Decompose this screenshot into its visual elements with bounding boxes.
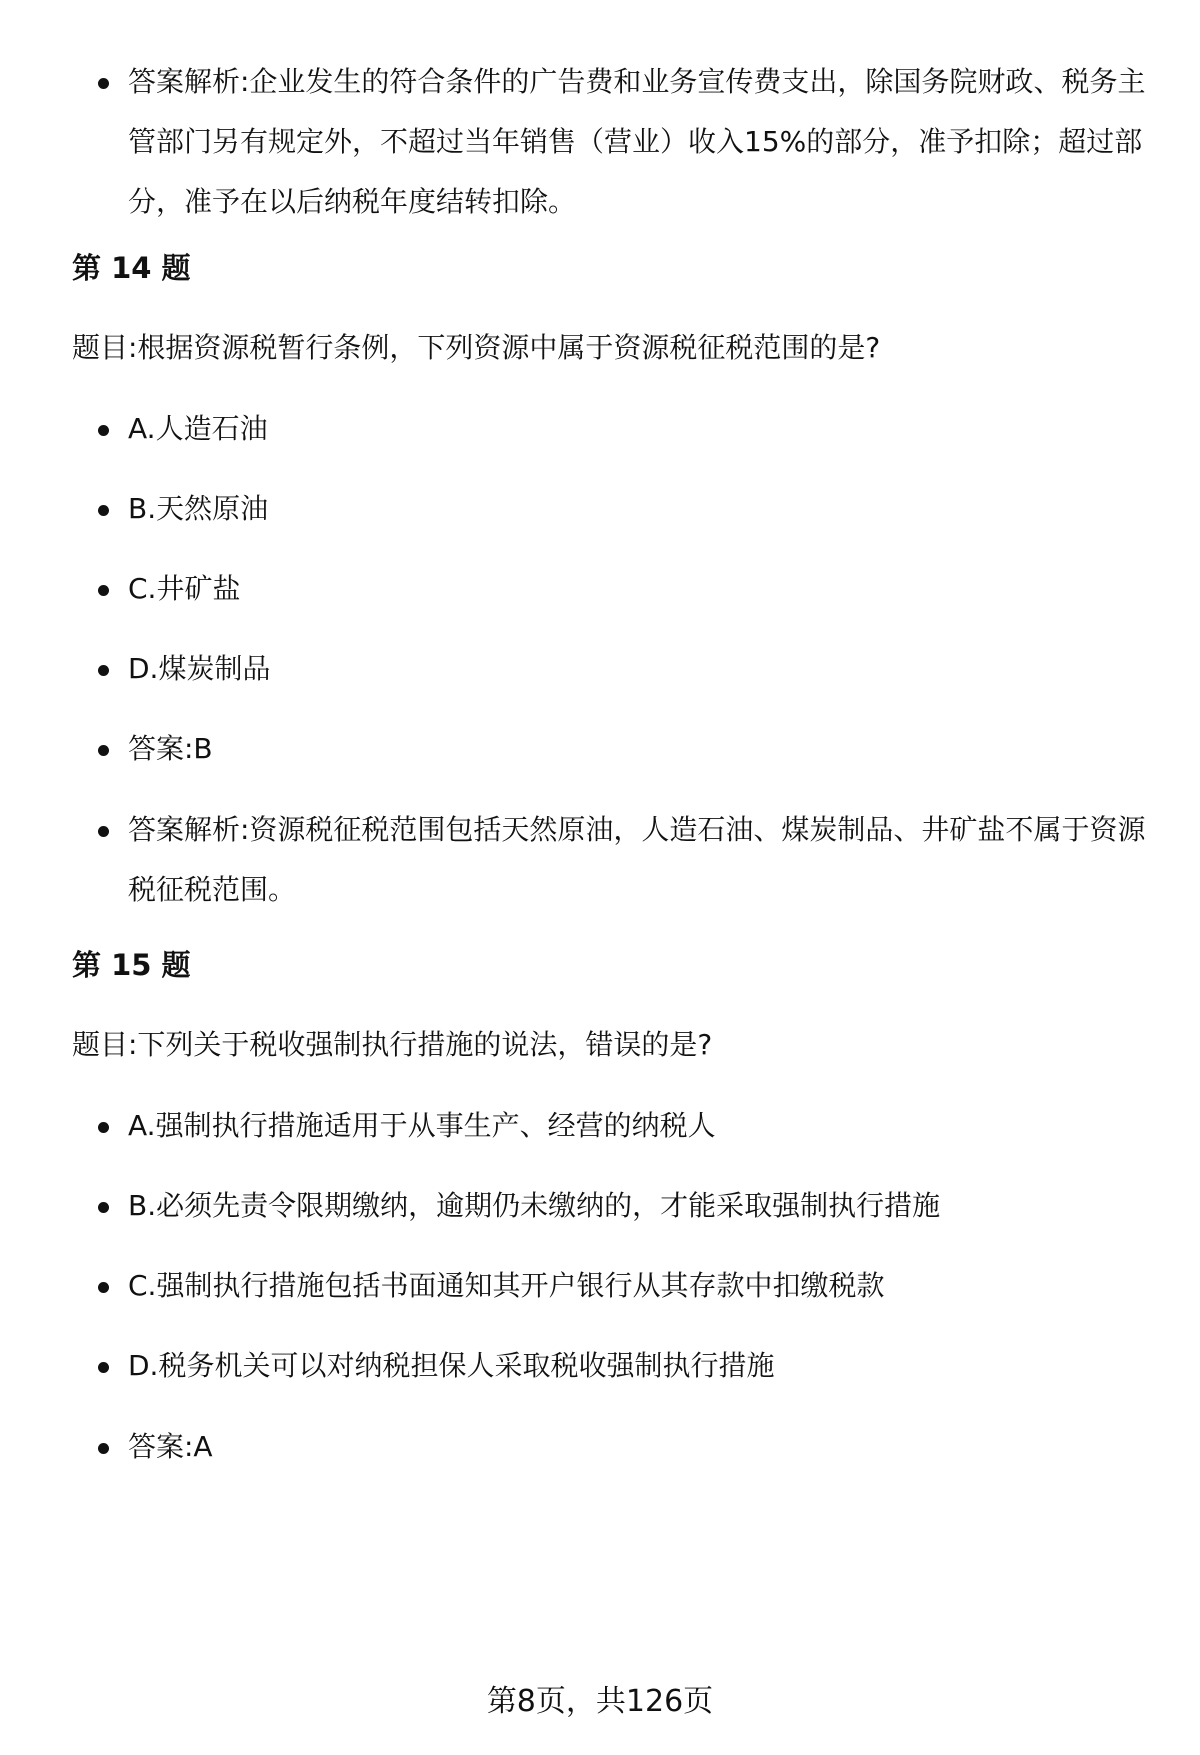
q15-question: 题目:下列关于税收强制执行措施的说法，错误的是?: [72, 1028, 713, 1061]
bullet-icon: [98, 1443, 109, 1454]
list-item: [98, 639, 1158, 699]
bullet-icon: [98, 826, 109, 837]
q14-answer: 答案:B: [128, 732, 213, 765]
bullet-icon: [98, 425, 109, 436]
list-item: [98, 559, 1158, 619]
bullet-icon: [98, 665, 109, 676]
list-item: [98, 1096, 1158, 1156]
list-item: [98, 399, 1158, 459]
bullet-icon: [98, 585, 109, 596]
q14-question: 题目:根据资源税暂行条例，下列资源中属于资源税征税范围的是?: [72, 331, 881, 364]
q14-heading: 第 14 题: [72, 251, 191, 285]
list-item: [98, 479, 1158, 539]
q15-option-b: B.必须先责令限期缴纳，逾期仍未缴纳的，才能采取强制执行措施: [128, 1189, 941, 1222]
q15-option-c: C.强制执行措施包括书面通知其开户银行从其存款中扣缴税款: [128, 1269, 885, 1302]
bullet-icon: [98, 1122, 109, 1133]
list-item: [98, 1417, 1158, 1477]
q15-option-d: D.税务机关可以对纳税担保人采取税收强制执行措施: [128, 1349, 775, 1382]
q14-option-d: D.煤炭制品: [128, 652, 271, 685]
bullet-icon: [98, 1202, 109, 1213]
list-item: [98, 52, 1158, 232]
list-item: [98, 1256, 1158, 1316]
q14-option-b: B.天然原油: [128, 492, 269, 525]
q15-answer: 答案:A: [128, 1430, 213, 1463]
q14-analysis: 答案解析:资源税征税范围包括天然原油，人造石油、煤炭制品、井矿盐不属于资源税征税范围。: [128, 813, 1146, 906]
bullet-icon: [98, 1362, 109, 1373]
q14-option-c: C.井矿盐: [128, 572, 241, 605]
list-item: [98, 800, 1158, 920]
list-item: [98, 1336, 1158, 1396]
bullet-icon: [98, 745, 109, 756]
list-item: [98, 719, 1158, 779]
bullet-icon: [98, 1282, 109, 1293]
q15-heading: 第 15 题: [72, 948, 191, 982]
q14-option-a: A.人造石油: [128, 412, 268, 445]
bullet-icon: [98, 505, 109, 516]
q15-option-a: A.强制执行措施适用于从事生产、经营的纳税人: [128, 1109, 716, 1142]
page-number: 第8页，共126页: [486, 1684, 714, 1719]
list-item: [98, 1176, 1158, 1236]
bullet-icon: [98, 78, 109, 89]
q13-analysis: 答案解析:企业发生的符合条件的广告费和业务宣传费支出，除国务院财政、税务主管部门另有规定外，不超过当年销售（营业）收入15%的部分，准予扣除；超过部分，准予在以后纳税年度结转扣除。: [128, 65, 1146, 218]
